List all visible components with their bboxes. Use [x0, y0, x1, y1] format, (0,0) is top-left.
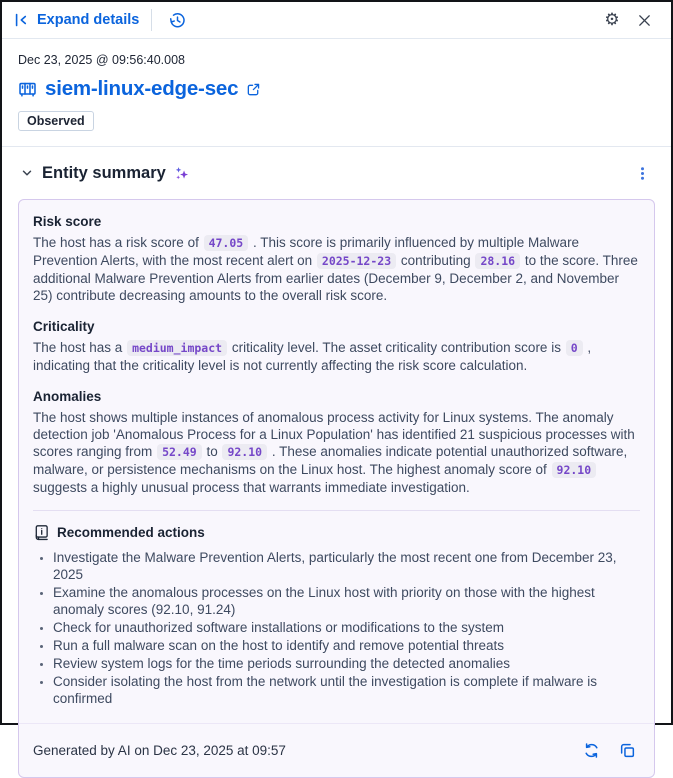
- list-item: • Review system logs for the time periods surrounding the detected anomalies: [53, 655, 640, 672]
- inline-code-chip: medium_impact: [127, 340, 227, 356]
- list-item: • Consider isolating the host from the network until the investigation is complete if malware is confirmed: [53, 673, 640, 707]
- storage-icon: [18, 80, 37, 99]
- arrow-start-icon: [14, 12, 30, 28]
- anomalies-heading: Anomalies: [33, 389, 102, 404]
- inline-code-chip: 2025-12-23: [317, 253, 396, 269]
- refresh-icon[interactable]: [578, 737, 604, 763]
- expand-details-button[interactable]: [14, 12, 139, 28]
- inline-code-chip: 92.10: [222, 444, 267, 460]
- sparkles-icon: [172, 164, 191, 183]
- recommended-actions-list: [33, 549, 640, 707]
- criticality-heading: Criticality: [33, 319, 95, 334]
- external-link-icon: [246, 82, 261, 97]
- notebook-icon: [33, 524, 50, 541]
- expand-details-label: Expand details: [37, 12, 140, 28]
- status-badge: Observed: [18, 111, 94, 131]
- summary-footer: [19, 723, 654, 777]
- criticality-section: [33, 319, 640, 374]
- entity-summary-panel: [18, 199, 655, 778]
- inline-code-chip: 0: [566, 340, 583, 356]
- inline-code-chip: 92.10: [552, 462, 597, 478]
- list-item: • Investigate the Malware Prevention Alerts, particularly the most recent one from December 23, 2025: [53, 549, 640, 583]
- list-item: • Run a full malware scan on the host to identify and remove potential threats: [53, 637, 640, 654]
- panel-divider: [33, 510, 640, 511]
- list-item: • Check for unauthorized software installations or modifications to the system: [53, 619, 640, 636]
- copy-icon[interactable]: [614, 737, 640, 763]
- inline-code-chip: 52.49: [157, 444, 202, 460]
- history-clock-icon[interactable]: [164, 7, 190, 33]
- anomalies-text: The host shows multiple instances of anomalous process activity for Linux systems. The anomaly detection job 'Anomalous Process for a Linux Population' has identified 21 suspicious processes with scores ranging from 52.49 to 92.10 . These anomalies indicate potential unauthorized software, malware, or persistence mechanisms on the Linux host. The highest anomaly score of 92.10 suggests a highly unusual process that warrants immediate investigation.: [33, 410, 635, 495]
- generated-by-text: Generated by AI on Dec 23, 2025 at 09:57: [33, 742, 286, 758]
- host-name-link[interactable]: [18, 77, 261, 101]
- gear-icon[interactable]: ⚙: [599, 7, 625, 33]
- chevron-down-icon[interactable]: [18, 164, 36, 182]
- kebab-menu-icon[interactable]: [629, 160, 655, 186]
- risk-score-heading: Risk score: [33, 214, 102, 229]
- risk-score-text: The host has a risk score of 47.05 . This score is primarily influenced by multiple Malware Prevention Alerts, with the most recent alert on 2025-12-23 contributing 28.16 to the score. Three additional Malware Prevention Alerts from earlier dates (December 9, December 2, and November 25) contribute decreasing amounts to the overall risk score.: [33, 235, 638, 303]
- inline-code-chip: 47.05: [204, 235, 249, 251]
- flyout-toolbar: [2, 2, 671, 39]
- close-icon[interactable]: [631, 7, 657, 33]
- risk-score-section: [33, 214, 640, 304]
- section-divider: [2, 146, 671, 147]
- list-item: • Examine the anomalous processes on the Linux host with priority on those with the highest anomaly scores (92.10, 91.24): [53, 584, 640, 618]
- recommended-actions-heading: Recommended actions: [57, 525, 205, 540]
- entity-summary-title: Entity summary: [42, 163, 166, 182]
- toolbar-divider: [151, 9, 152, 31]
- event-timestamp: Dec 23, 2025 @ 09:56:40.008: [18, 53, 185, 67]
- inline-code-chip: 28.16: [475, 253, 520, 269]
- criticality-text: The host has a medium_impact criticality level. The asset criticality contribution score is 0 , indicating that the criticality level is not currently affecting the risk score calculation.: [33, 340, 592, 373]
- host-name: siem-linux-edge-sec: [45, 77, 239, 100]
- anomalies-section: [33, 389, 640, 496]
